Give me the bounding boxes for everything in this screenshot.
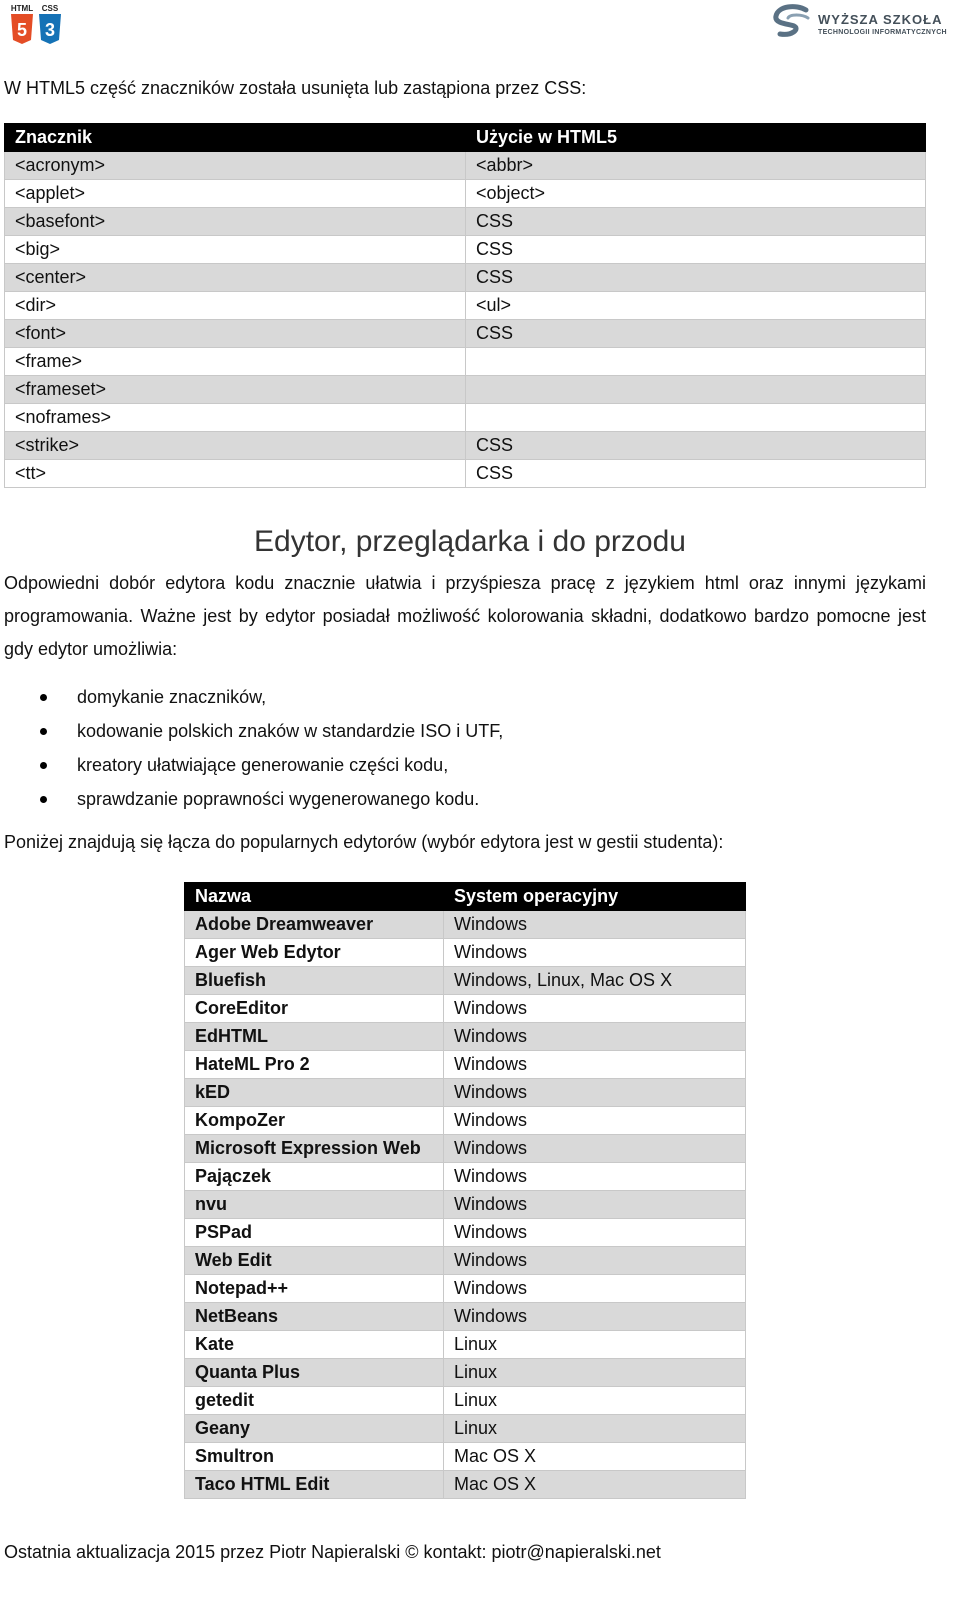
table-cell — [466, 376, 926, 404]
table-row — [185, 1191, 746, 1219]
table-cell: Linux — [444, 1415, 746, 1443]
table-row — [185, 939, 746, 967]
school-name: WYŻSZA SZKOŁA — [818, 12, 943, 27]
table-cell: Windows — [444, 1107, 746, 1135]
table-cell — [466, 348, 926, 376]
table-cell: Mac OS X — [444, 1443, 746, 1471]
table-cell: Windows — [444, 1163, 746, 1191]
editors-table — [184, 882, 746, 1499]
header-cell: Użycie w HTML5 — [466, 124, 926, 152]
table-row — [185, 1107, 746, 1135]
table-row — [185, 1303, 746, 1331]
table-cell: Windows — [444, 1191, 746, 1219]
footer-text: Ostatnia aktualizacja 2015 przez Piotr Napieralski © kontakt: piotr@napieralski.net — [4, 1542, 661, 1562]
list-item-text: sprawdzanie poprawności wygenerowanego kodu. — [77, 789, 480, 809]
table-cell: Microsoft Expression Web — [185, 1135, 444, 1163]
table-cell: Windows — [444, 1079, 746, 1107]
table-header-row — [5, 124, 926, 152]
tags-table-body — [5, 152, 926, 488]
school-subtitle: TECHNOLOGII INFORMATYCZNYCH — [818, 29, 947, 36]
table-cell: EdHTML — [185, 1023, 444, 1051]
editors-table-body — [185, 911, 746, 1499]
table-row — [185, 1163, 746, 1191]
table-cell: <font> — [5, 320, 466, 348]
table-row — [185, 1247, 746, 1275]
table-cell: Windows — [444, 995, 746, 1023]
table-row — [185, 1051, 746, 1079]
table-cell: Geany — [185, 1415, 444, 1443]
table-row — [185, 1471, 746, 1499]
table-row — [5, 432, 926, 460]
table-cell: Windows — [444, 1023, 746, 1051]
table-cell: Windows — [444, 911, 746, 939]
table-cell: Bluefish — [185, 967, 444, 995]
table-cell: Windows — [444, 1303, 746, 1331]
table-cell — [466, 404, 926, 432]
header-cell: Znacznik — [5, 124, 466, 152]
table-row — [185, 1359, 746, 1387]
table-cell: CSS — [466, 236, 926, 264]
table-cell: Windows — [444, 939, 746, 967]
table-cell: <ul> — [466, 292, 926, 320]
tags-table — [4, 123, 926, 488]
list-item-text: kodowanie polskich znaków w standardzie ISO i UTF, — [77, 721, 504, 741]
table-row — [185, 911, 746, 939]
table-cell: Windows — [444, 1275, 746, 1303]
table-cell: <noframes> — [5, 404, 466, 432]
table-row — [5, 348, 926, 376]
table-cell: Windows, Linux, Mac OS X — [444, 967, 746, 995]
table-row — [185, 1135, 746, 1163]
table-row — [185, 1079, 746, 1107]
table-cell: <strike> — [5, 432, 466, 460]
table-cell: Quanta Plus — [185, 1359, 444, 1387]
intro-text: W HTML5 część znaczników została usunięta lub zastąpiona przez CSS: — [4, 78, 587, 98]
table-row — [185, 1219, 746, 1247]
header-cell: System operacyjny — [444, 883, 746, 911]
table-cell: Kate — [185, 1331, 444, 1359]
bullet-icon — [40, 694, 47, 701]
table-row — [5, 208, 926, 236]
table-row — [185, 1415, 746, 1443]
list-item-text: domykanie znaczników, — [77, 687, 267, 707]
section-paragraph: Odpowiedni dobór edytora kodu znacznie ułatwia i przyśpiesza pracę z językiem html oraz innymi językami programowania. Ważne jest by edytor posiadał możliwość kolorowania składni, dodatkowo bardzo pomocne jest gdy edytor umożliwia: — [4, 573, 926, 659]
table-cell: HateML Pro 2 — [185, 1051, 444, 1079]
table-cell: <big> — [5, 236, 466, 264]
table-cell: Mac OS X — [444, 1471, 746, 1499]
school-logo — [770, 4, 958, 44]
table-row — [5, 320, 926, 348]
table-row — [5, 180, 926, 208]
table-row — [5, 236, 926, 264]
feature-list — [40, 680, 503, 816]
table-row — [185, 1443, 746, 1471]
table-cell: <dir> — [5, 292, 466, 320]
table-cell: Linux — [444, 1387, 746, 1415]
section-title: Edytor, przeglądarka i do przodu — [254, 525, 686, 558]
table-row — [5, 152, 926, 180]
table-cell: <frameset> — [5, 376, 466, 404]
table-row — [5, 292, 926, 320]
list-item — [40, 782, 503, 816]
table-cell: CSS — [466, 264, 926, 292]
table-row — [185, 1023, 746, 1051]
table-cell: NetBeans — [185, 1303, 444, 1331]
table-cell: Pajączek — [185, 1163, 444, 1191]
table-cell: Windows — [444, 1135, 746, 1163]
table-cell: CSS — [466, 460, 926, 488]
list-item — [40, 748, 503, 782]
table-cell: <abbr> — [466, 152, 926, 180]
table-cell: Smultron — [185, 1443, 444, 1471]
table-row — [5, 376, 926, 404]
table-cell: CSS — [466, 208, 926, 236]
bullet-icon — [40, 796, 47, 803]
table-cell: nvu — [185, 1191, 444, 1219]
table-row — [185, 1387, 746, 1415]
bullet-icon — [40, 728, 47, 735]
table-cell: KompoZer — [185, 1107, 444, 1135]
table-cell: Web Edit — [185, 1247, 444, 1275]
css3-logo-word: CSS — [41, 4, 59, 13]
table-cell: <frame> — [5, 348, 466, 376]
table-row — [5, 404, 926, 432]
css3-logo-number: 3 — [44, 20, 56, 40]
table-row — [185, 1331, 746, 1359]
table-cell: <object> — [466, 180, 926, 208]
table-cell: Adobe Dreamweaver — [185, 911, 444, 939]
table-cell: Windows — [444, 1247, 746, 1275]
table-cell: <applet> — [5, 180, 466, 208]
table-row — [185, 967, 746, 995]
table-row — [185, 995, 746, 1023]
table-cell: getedit — [185, 1387, 444, 1415]
html5-logo — [10, 4, 34, 44]
table-cell: Ager Web Edytor — [185, 939, 444, 967]
html5-logo-number: 5 — [16, 20, 28, 40]
table-cell: <acronym> — [5, 152, 466, 180]
table-cell: kED — [185, 1079, 444, 1107]
header-cell: Nazwa — [185, 883, 444, 911]
school-swirl-icon — [770, 4, 814, 42]
editors-intro-text: Poniżej znajdują się łącza do popularnych edytorów (wybór edytora jest w gestii studenta): — [4, 832, 724, 852]
table-cell: <center> — [5, 264, 466, 292]
html5-logo-word: HTML — [10, 4, 34, 13]
list-item-text: kreatory ułatwiające generowanie części kodu, — [77, 755, 449, 775]
table-cell: Windows — [444, 1219, 746, 1247]
table-cell: Windows — [444, 1051, 746, 1079]
table-cell: Taco HTML Edit — [185, 1471, 444, 1499]
table-cell: CoreEditor — [185, 995, 444, 1023]
list-item — [40, 714, 503, 748]
table-cell: Linux — [444, 1331, 746, 1359]
table-cell: Notepad++ — [185, 1275, 444, 1303]
table-cell: <tt> — [5, 460, 466, 488]
list-item — [40, 680, 503, 714]
table-row — [5, 460, 926, 488]
table-cell: Linux — [444, 1359, 746, 1387]
css3-shield-icon — [38, 14, 62, 44]
bullet-icon — [40, 762, 47, 769]
css3-logo — [38, 4, 62, 44]
html5-shield-icon — [10, 14, 34, 44]
table-row — [185, 1275, 746, 1303]
table-header-row — [185, 883, 746, 911]
table-cell: CSS — [466, 432, 926, 460]
table-row — [5, 264, 926, 292]
table-cell: CSS — [466, 320, 926, 348]
table-cell: PSPad — [185, 1219, 444, 1247]
table-cell: <basefont> — [5, 208, 466, 236]
